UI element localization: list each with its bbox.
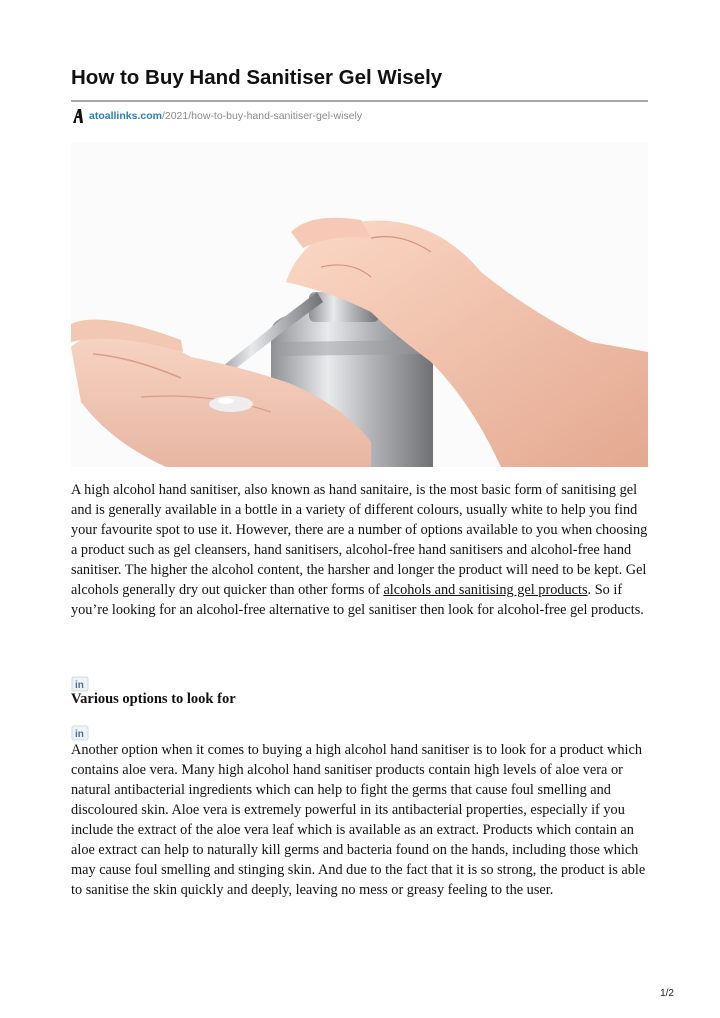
- linkedin-icon: [71, 725, 89, 741]
- article-paragraph: Another option when it comes to buying a high alcohol hand sanitiser is to look for a product which contains aloe vera. Many high alcohol hand sanitiser products contain high levels of aloe vera or natural antibacterial ingredients which can help to fight the germs that cause foul smelling and discoloured skin. Aloe vera is extremely powerful in its antibacterial properties, especially if you include the extract of the aloe vera leaf which is available as an extract. Products which contain an aloe extract can help to naturally kill germs and bacteria found on the hands, including those which may cause foul smelling and stinging skin. And due to the fact that it is so strong, the product is able to sanitise the skin quickly and deeply, leaving no mess or greasy feeling to the user.: [71, 742, 646, 898]
- section-heading: Various options to look for: [71, 691, 236, 707]
- svg-text:in: in: [75, 680, 84, 691]
- paragraph-text: A high alcohol hand sanitiser, also known as hand sanitaire, is the most basic form of sanitising gel and is generally available in a bottle in a variety of different colours, usually white to help you find your favourite spot to use it. However, there are a number of options available to you when choosing a product such as gel cleansers, hand sanitisers, alcohol-free hand sanitisers and alcohol-free hand sanitiser. The higher the alcohol content, the harsher and longer the product will need to be kept. Gel alcohols generally dry out quicker than other forms of: [71, 482, 648, 598]
- page-number: 1/2: [660, 988, 674, 999]
- alcohol-products-link[interactable]: alcohols and sanitising gel products: [383, 582, 588, 598]
- source-path-link[interactable]: /2021/how-to-buy-hand-sanitiser-gel-wisely: [161, 110, 363, 122]
- paragraph-text: . So if you’re looking for an alcohol-free alternative to gel sanitiser then look for alcohol-free gel products.: [71, 582, 644, 618]
- source-line: [72, 108, 362, 124]
- source-domain-link[interactable]: atoallinks.com: [89, 110, 162, 122]
- page-title: How to Buy Hand Sanitiser Gel Wisely: [71, 66, 443, 89]
- svg-text:in: in: [75, 729, 84, 740]
- article-paragraph: [71, 480, 649, 620]
- a-logo-icon: [72, 108, 84, 124]
- linkedin-icon: [71, 676, 89, 692]
- hand-sanitiser-photo: [71, 142, 648, 467]
- title-divider: [71, 100, 648, 102]
